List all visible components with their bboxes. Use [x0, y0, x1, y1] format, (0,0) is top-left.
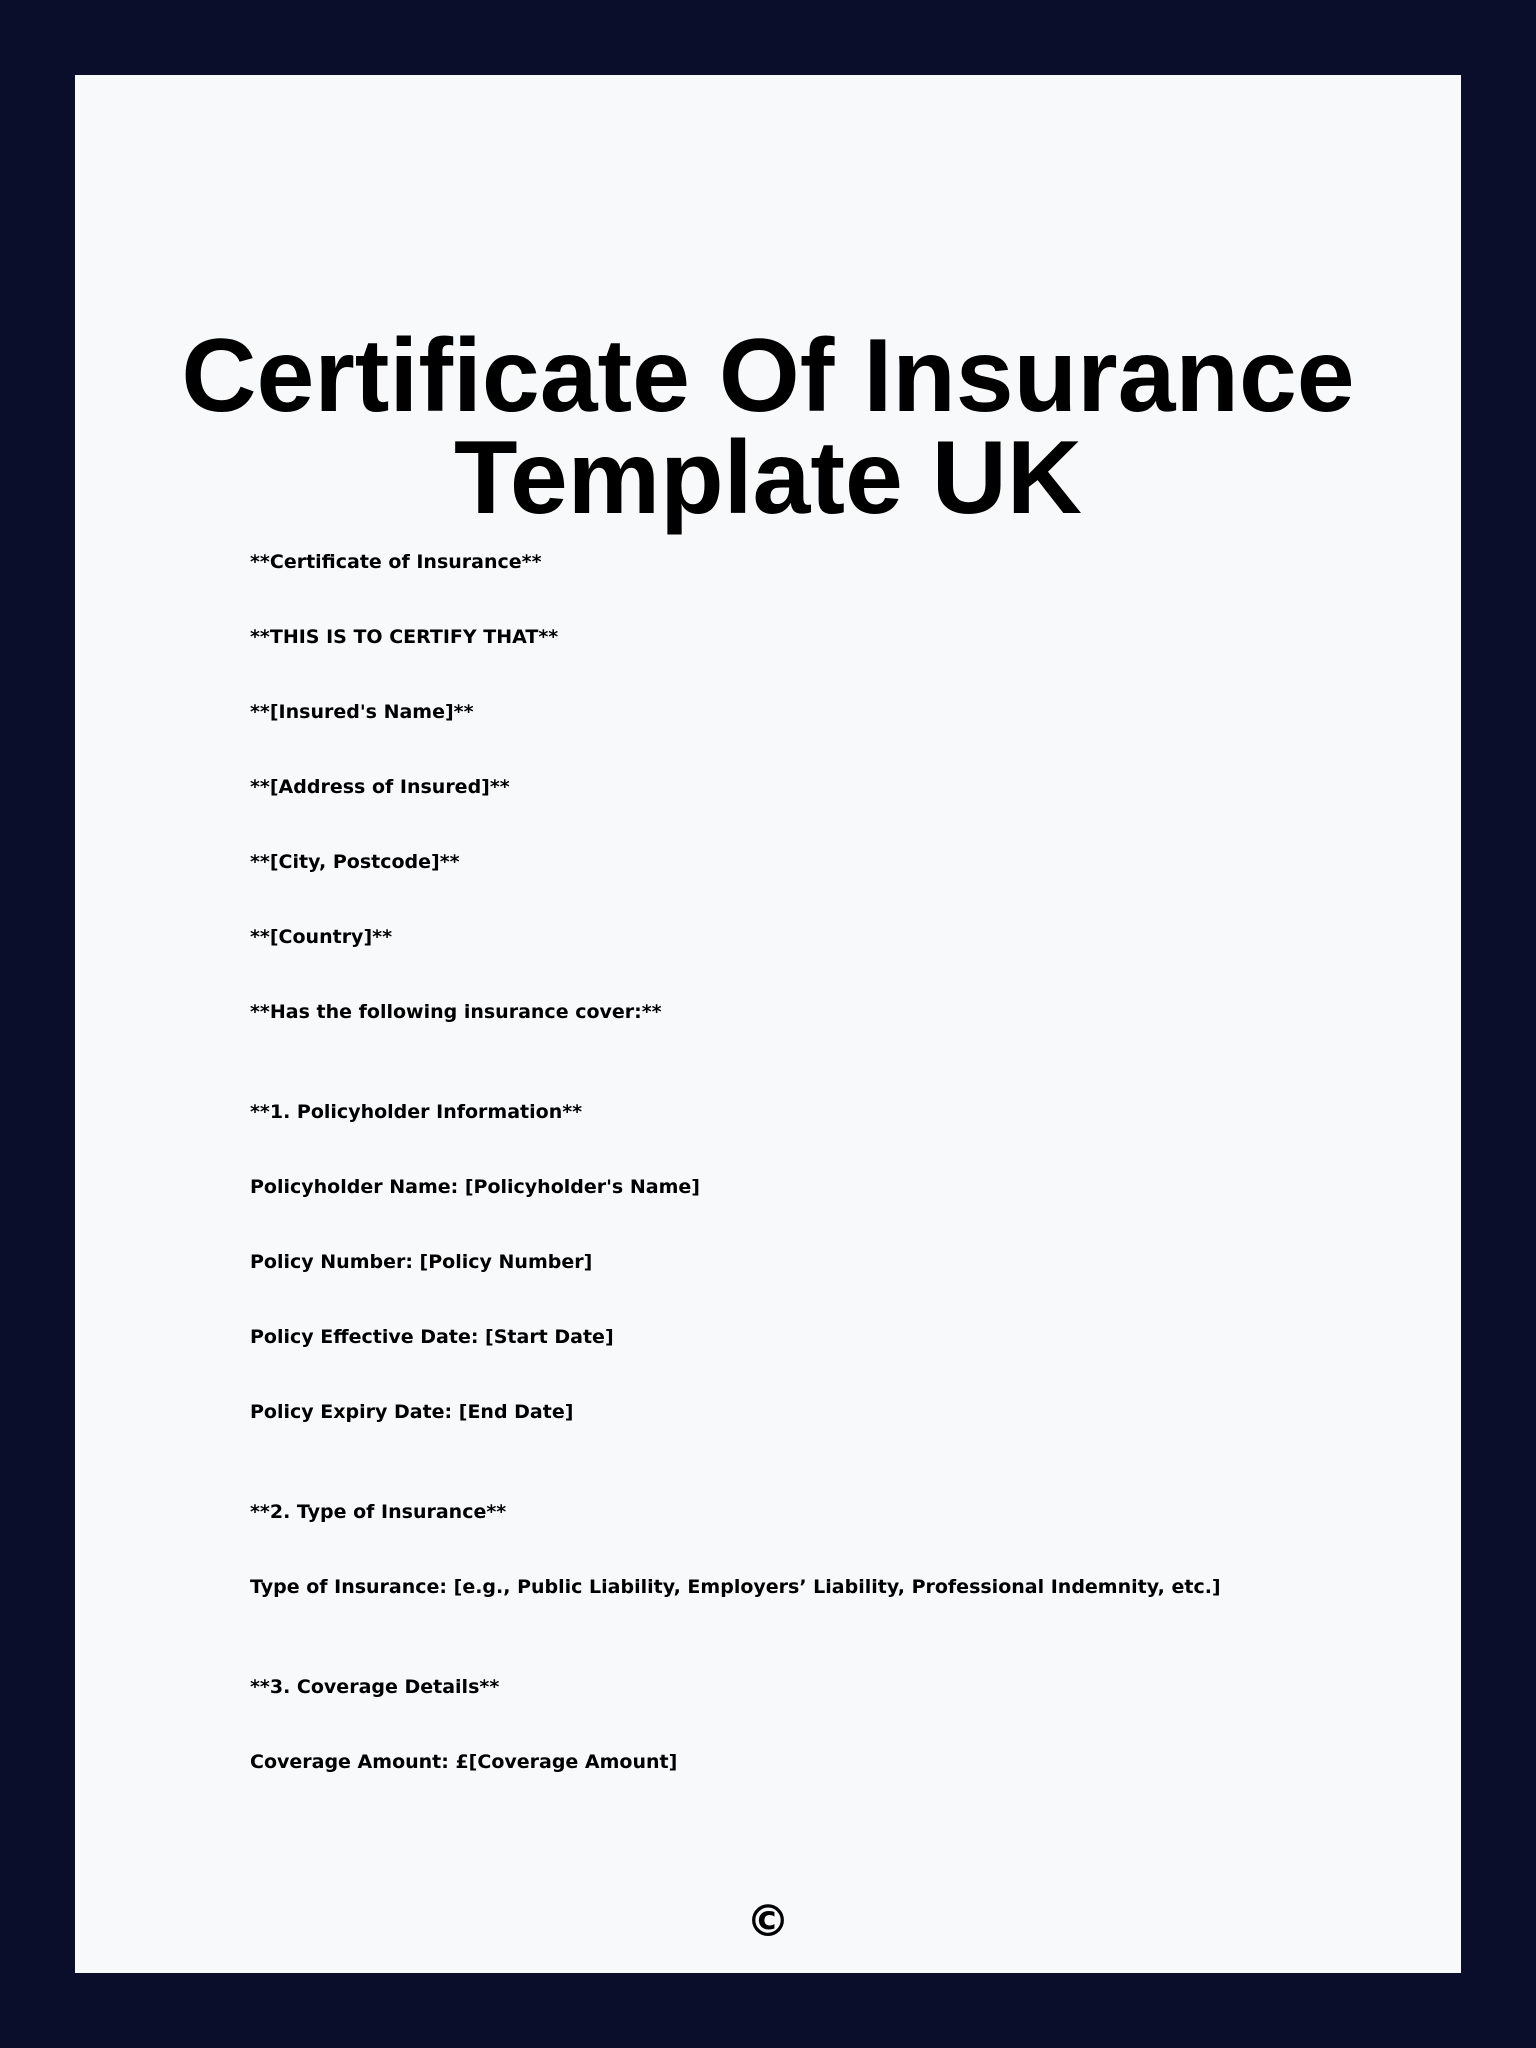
title-line-2: Template UK [454, 420, 1082, 536]
city-postcode-placeholder: **[City, Postcode]** [250, 851, 460, 873]
insured-address-placeholder: **[Address of Insured]** [250, 776, 510, 798]
coverage-amount-line: Coverage Amount: £[Coverage Amount] [250, 1751, 678, 1773]
certify-statement: **THIS IS TO CERTIFY THAT** [250, 626, 559, 648]
certificate-heading: **Certificate of Insurance** [250, 551, 542, 573]
page-title [75, 318, 1461, 536]
section-coverage-heading: **3. Coverage Details** [250, 1676, 500, 1698]
insurance-type-line: Type of Insurance: [e.g., Public Liability, Employers’ Liability, Professional Indemnity, etc.] [250, 1576, 1221, 1598]
insured-name-placeholder: **[Insured's Name]** [250, 701, 474, 723]
section-policyholder-heading: **1. Policyholder Information** [250, 1101, 583, 1123]
document-page [75, 75, 1461, 1973]
country-placeholder: **[Country]** [250, 926, 392, 948]
policyholder-name-line: Policyholder Name: [Policyholder's Name] [250, 1176, 700, 1198]
title-line-1: Certificate Of Insurance [181, 318, 1355, 434]
policy-effective-date-line: Policy Effective Date: [Start Date] [250, 1326, 614, 1348]
copyright-icon: © [746, 1896, 790, 1947]
insurance-cover-intro: **Has the following insurance cover:** [250, 1001, 662, 1023]
policy-number-line: Policy Number: [Policy Number] [250, 1251, 593, 1273]
policy-expiry-date-line: Policy Expiry Date: [End Date] [250, 1401, 574, 1423]
section-insurance-type-heading: **2. Type of Insurance** [250, 1501, 507, 1523]
